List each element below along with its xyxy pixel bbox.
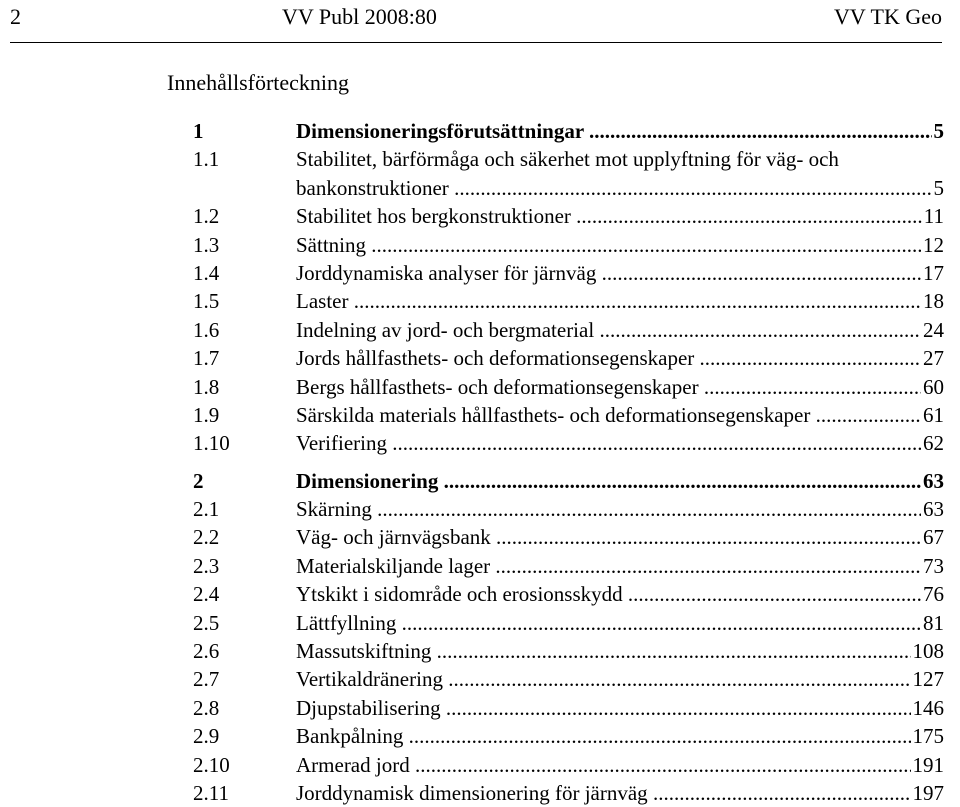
toc-title: Laster ..... xyxy=(296,287,921,315)
toc-entry[interactable] xyxy=(193,145,944,173)
toc-title: Bergs hållfasthets- och deformationsegenskaper ..... xyxy=(296,373,921,401)
toc-page: 11 xyxy=(923,204,944,229)
toc-title: Lättfyllning ..... xyxy=(296,609,921,637)
toc-number: 2.6 xyxy=(193,639,220,664)
toc-page: 108 xyxy=(912,639,944,664)
toc-title: Djupstabilisering ..... xyxy=(296,694,911,722)
toc-number: 1.2 xyxy=(193,204,220,229)
toc-title: Ytskikt i sidområde och erosionsskydd ..... xyxy=(296,580,921,608)
toc-entry[interactable] xyxy=(193,637,944,665)
toc-number: 1.5 xyxy=(193,289,220,314)
toc-entry[interactable] xyxy=(193,694,944,722)
toc-page: 63 xyxy=(923,468,944,493)
toc-title: Jorddynamisk dimensionering för järnväg ..... xyxy=(296,779,911,807)
toc-number: 2.8 xyxy=(193,695,220,720)
toc-entry[interactable] xyxy=(193,202,944,230)
toc-number: 2.4 xyxy=(193,582,220,607)
header-publication: VV Publ 2008:80 xyxy=(282,4,437,29)
toc-number: 1.1 xyxy=(193,147,220,172)
toc-number: 1 xyxy=(193,119,204,143)
toc-number: 2.3 xyxy=(193,553,220,578)
toc-number: 2.2 xyxy=(193,525,220,550)
toc-title: Stabilitet hos bergkonstruktioner ..... xyxy=(296,202,922,230)
toc-entry[interactable] xyxy=(193,751,944,779)
toc-entry[interactable] xyxy=(193,316,944,344)
toc-page: 146 xyxy=(912,695,944,720)
toc-number: 1.7 xyxy=(193,346,220,371)
toc-number: 2.9 xyxy=(193,724,220,749)
toc-title: Stabilitet, bärförmåga och säkerhet mot upplyftning för väg- och xyxy=(296,147,839,172)
header-department: VV TK Geo xyxy=(834,4,942,29)
toc-page xyxy=(942,145,944,173)
toc-title: Sättning ..... xyxy=(296,231,921,259)
toc-title: Indelning av jord- och bergmaterial ..... xyxy=(296,316,921,344)
toc-title: Massutskiftning ..... xyxy=(296,637,911,665)
toc-page: 61 xyxy=(923,402,944,427)
toc-entry[interactable] xyxy=(193,231,944,259)
toc-chapter[interactable] xyxy=(193,467,944,495)
toc-entry[interactable] xyxy=(193,523,944,551)
toc-number: 1.10 xyxy=(193,431,230,456)
toc-title: Materialskiljande lager ..... xyxy=(296,552,921,580)
toc-title: Särskilda materials hållfasthets- och deformationsegenskaper ..... xyxy=(296,401,921,429)
toc-number: 1.9 xyxy=(193,402,220,427)
toc-title: Bankpålning ..... xyxy=(296,722,911,750)
toc-page: 197 xyxy=(912,780,944,805)
toc-title: Dimensioneringsförutsättningar ..... xyxy=(296,117,932,145)
header-page-number: 2 xyxy=(10,4,21,29)
toc-title: Verifiering ..... xyxy=(296,429,921,457)
toc-heading: Innehållsförteckning xyxy=(167,70,350,95)
toc-entry[interactable] xyxy=(193,722,944,750)
toc-page: 127 xyxy=(912,667,944,692)
toc-title: bankonstruktioner ..... xyxy=(296,174,932,202)
toc-page: 175 xyxy=(912,724,944,749)
toc-page: 5 xyxy=(933,175,944,200)
toc-title: Skärning ..... xyxy=(296,495,921,523)
toc-entry[interactable] xyxy=(193,373,944,401)
toc-title: Jorddynamiska analyser för järnväg ..... xyxy=(296,259,921,287)
toc-page: 27 xyxy=(923,346,944,371)
toc-chapter[interactable] xyxy=(193,117,944,145)
toc-page: 24 xyxy=(923,317,944,342)
toc-page: 67 xyxy=(923,525,944,550)
toc-number: 2.1 xyxy=(193,497,220,522)
toc-number: 2.10 xyxy=(193,752,230,777)
toc-entry[interactable] xyxy=(193,401,944,429)
toc-title: Jords hållfasthets- och deformationsegenskaper ..... xyxy=(296,344,921,372)
toc-entry[interactable] xyxy=(193,495,944,523)
toc-entry[interactable] xyxy=(193,429,944,457)
toc-page: 18 xyxy=(923,289,944,314)
toc-number: 2.7 xyxy=(193,667,220,692)
toc-number: 2.11 xyxy=(193,780,229,805)
toc-page: 12 xyxy=(923,232,944,257)
toc-title: Väg- och järnvägsbank ..... xyxy=(296,523,921,551)
toc-page: 63 xyxy=(923,497,944,522)
toc-entry[interactable] xyxy=(193,779,944,807)
toc-page: 191 xyxy=(912,752,944,777)
toc-number: 1.3 xyxy=(193,232,220,257)
toc-title: Vertikaldränering ..... xyxy=(296,665,911,693)
toc-entry[interactable] xyxy=(193,665,944,693)
toc-page: 81 xyxy=(923,610,944,635)
table-of-contents xyxy=(193,117,944,807)
toc-entry[interactable] xyxy=(193,259,944,287)
toc-page: 76 xyxy=(923,582,944,607)
toc-entry[interactable] xyxy=(193,552,944,580)
toc-page: 73 xyxy=(923,553,944,578)
toc-page: 5 xyxy=(933,119,944,143)
toc-page: 60 xyxy=(923,374,944,399)
toc-entry[interactable] xyxy=(193,609,944,637)
toc-title: Armerad jord ..... xyxy=(296,751,911,779)
toc-number: 2.5 xyxy=(193,610,220,635)
page-header xyxy=(10,0,942,43)
toc-entry[interactable] xyxy=(193,344,944,372)
toc-number: 1.6 xyxy=(193,317,220,342)
toc-entry-continuation[interactable] xyxy=(193,174,944,202)
toc-page: 62 xyxy=(923,431,944,456)
toc-page: 17 xyxy=(923,260,944,285)
toc-title: Dimensionering ..... xyxy=(296,467,921,495)
toc-entry[interactable] xyxy=(193,580,944,608)
toc-number: 1.8 xyxy=(193,374,220,399)
toc-number: 1.4 xyxy=(193,260,220,285)
toc-number: 2 xyxy=(193,468,204,493)
toc-entry[interactable] xyxy=(193,287,944,315)
